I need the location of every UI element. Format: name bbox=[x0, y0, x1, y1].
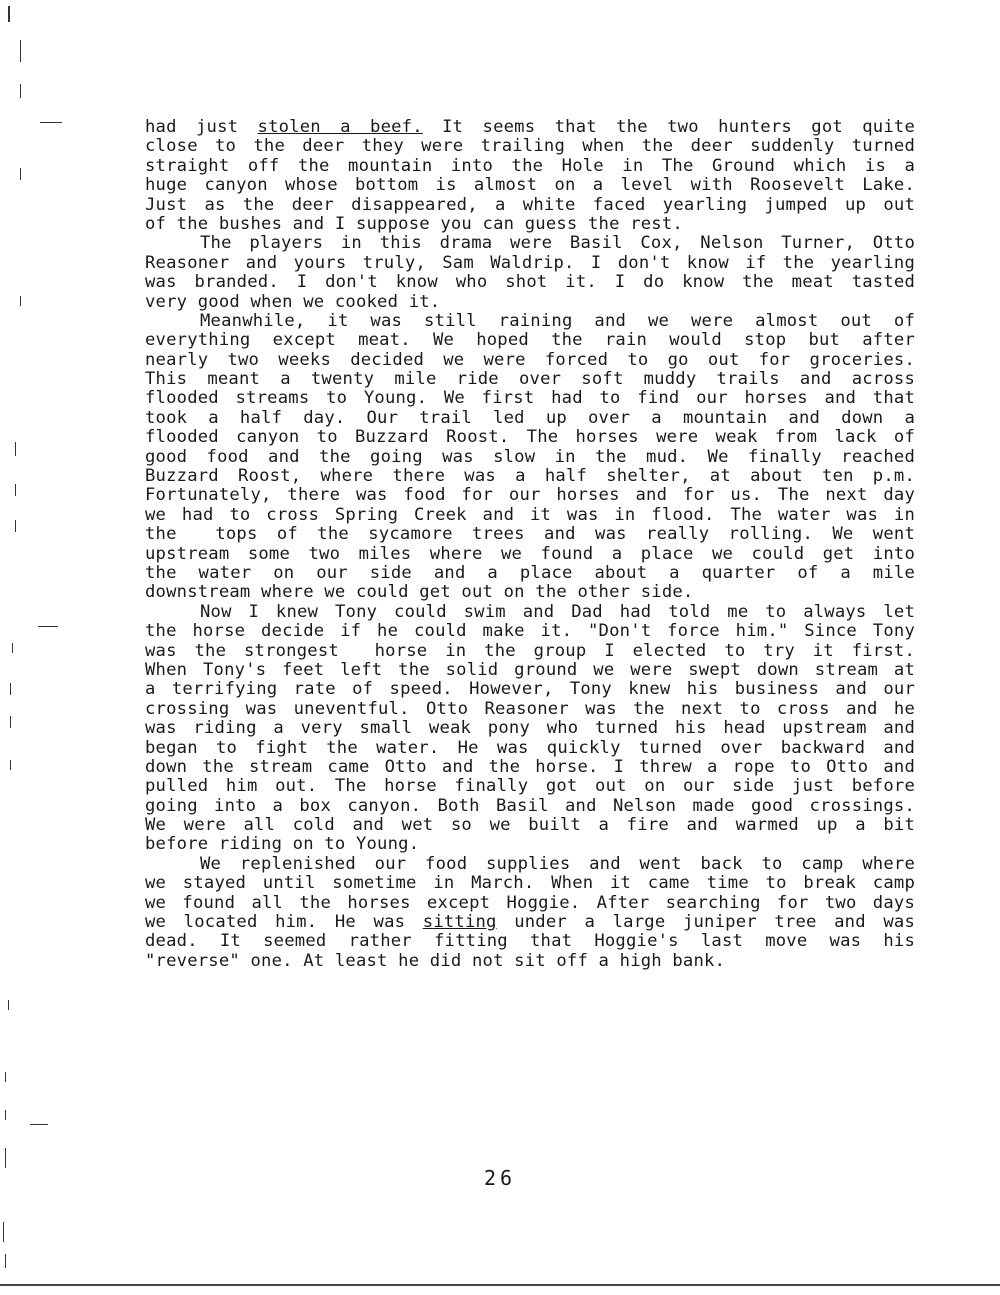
text-line bbox=[145, 486, 915, 505]
text-segment: nearly two weeks decided we were forced to go out for groceries. bbox=[145, 349, 915, 370]
document-body bbox=[145, 118, 915, 971]
page-number: 26 bbox=[483, 1166, 517, 1190]
text-segment: was riding a very small weak pony who turned his head upstream and bbox=[145, 718, 915, 739]
text-segment: took a half day. Our trail led up over a mountain and down a bbox=[145, 407, 915, 428]
text-segment: began to fight the water. He was quickly turned over backward and bbox=[145, 737, 915, 758]
text-segment: Fortunately, there was food for our horses and for us. The next day bbox=[145, 485, 915, 506]
text-segment: going into a box canyon. Both Basil and Nelson made good crossings. bbox=[145, 795, 915, 816]
text-line bbox=[145, 409, 915, 428]
text-line bbox=[145, 874, 915, 893]
text-segment: huge canyon whose bottom is almost on a level with Roosevelt Lake. bbox=[145, 175, 915, 196]
text-segment: we located him. He was bbox=[145, 912, 423, 933]
text-segment: flooded streams to Young. We first had to find our horses and that bbox=[145, 388, 915, 409]
text-segment: dead. It seemed rather fitting that Hoggie's last move was his bbox=[145, 931, 915, 952]
text-line bbox=[145, 273, 915, 292]
text-line bbox=[145, 118, 915, 137]
text-segment: upstream some two miles where we found a place we could get into bbox=[145, 543, 915, 564]
paragraph bbox=[145, 312, 915, 603]
text-line bbox=[145, 467, 915, 486]
text-line bbox=[145, 661, 915, 680]
text-segment: "reverse" one. At least he did not sit off a high bank. bbox=[145, 950, 726, 971]
text-line bbox=[145, 855, 915, 874]
underlined-text: sitting bbox=[422, 912, 497, 933]
text-line bbox=[145, 622, 915, 641]
text-segment: Just as the deer disappeared, a white faced yearling jumped up out bbox=[145, 194, 915, 215]
text-segment: a terrifying rate of speed. However, Tony knew his business and our bbox=[145, 679, 915, 700]
text-segment: It seems that the two hunters got quite bbox=[422, 117, 915, 137]
text-line bbox=[145, 739, 915, 758]
text-line bbox=[145, 642, 915, 661]
text-line bbox=[145, 719, 915, 738]
text-segment: down the stream came Otto and the horse. I threw a rope to Otto and bbox=[145, 756, 915, 777]
text-line bbox=[145, 680, 915, 699]
paragraph bbox=[145, 118, 915, 234]
text-segment: straight off the mountain into the Hole in The Ground which is a bbox=[145, 155, 915, 176]
text-line bbox=[145, 312, 915, 331]
text-line bbox=[145, 894, 915, 913]
text-segment: was branded. I don't know who shot it. I do know the meat tasted bbox=[145, 272, 915, 293]
text-line bbox=[145, 157, 915, 176]
text-segment: the tops of the sycamore trees and was really rolling. We went bbox=[145, 524, 915, 545]
text-line bbox=[145, 952, 915, 971]
text-segment: We replenished our food supplies and went back to camp where bbox=[200, 853, 915, 874]
text-line bbox=[145, 215, 915, 234]
text-segment: The players in this drama were Basil Cox, Nelson Turner, Otto bbox=[200, 233, 915, 254]
text-segment: close to the deer they were trailing when the deer suddenly turned bbox=[145, 136, 915, 157]
text-line bbox=[145, 254, 915, 273]
text-segment: we found all the horses except Hoggie. After searching for two days bbox=[145, 892, 915, 913]
text-segment: Meanwhile, it was still raining and we were almost out of bbox=[200, 310, 915, 331]
text-segment: Now I knew Tony could swim and Dad had told me to always let bbox=[200, 601, 915, 622]
text-line bbox=[145, 506, 915, 525]
text-segment: we had to cross Spring Creek and it was in flood. The water was in bbox=[145, 504, 915, 525]
text-segment: This meant a twenty mile ride over soft muddy trails and across bbox=[145, 369, 915, 390]
text-line bbox=[145, 137, 915, 156]
text-line bbox=[145, 234, 915, 253]
text-segment: downstream where we could get out on the other side. bbox=[145, 582, 694, 603]
text-segment: of the bushes and I suppose you can guess the rest. bbox=[145, 213, 683, 234]
text-segment: We were all cold and wet so we built a fire and warmed up a bit bbox=[145, 815, 915, 836]
text-line bbox=[145, 758, 915, 777]
text-line bbox=[145, 583, 915, 602]
text-line bbox=[145, 525, 915, 544]
text-segment: we stayed until sometime in March. When it came time to break camp bbox=[145, 873, 915, 894]
text-segment: the horse decide if he could make it. "Don't force him." Since Tony bbox=[145, 621, 915, 642]
text-line bbox=[145, 293, 915, 312]
text-segment: was the strongest horse in the group I elected to try it first. bbox=[145, 640, 915, 661]
text-line bbox=[145, 545, 915, 564]
text-segment: Buzzard Roost, where there was a half shelter, at about ten p.m. bbox=[145, 466, 915, 487]
text-segment: When Tony's feet left the solid ground we were swept down stream at bbox=[145, 659, 915, 680]
text-line bbox=[145, 797, 915, 816]
paragraph bbox=[145, 855, 915, 971]
text-line bbox=[145, 428, 915, 447]
text-line bbox=[145, 603, 915, 622]
text-segment: pulled him out. The horse finally got out on our side just before bbox=[145, 776, 915, 797]
underlined-text: stolen a beef. bbox=[257, 117, 423, 137]
text-line bbox=[145, 564, 915, 583]
text-segment: Reasoner and yours truly, Sam Waldrip. I don't know if the yearling bbox=[145, 252, 915, 273]
text-line bbox=[145, 370, 915, 389]
text-segment: had just bbox=[145, 117, 258, 137]
text-line bbox=[145, 777, 915, 796]
paragraph bbox=[145, 603, 915, 855]
text-segment: before riding on to Young. bbox=[145, 834, 420, 855]
text-line bbox=[145, 816, 915, 835]
text-segment: crossing was uneventful. Otto Reasoner was the next to cross and he bbox=[145, 698, 915, 719]
text-line bbox=[145, 176, 915, 195]
text-segment: flooded canyon to Buzzard Roost. The horses were weak from lack of bbox=[145, 427, 915, 448]
left-margin-marks bbox=[0, 0, 70, 1295]
bottom-edge-rule bbox=[0, 1284, 1000, 1286]
paragraph bbox=[145, 234, 915, 312]
text-line bbox=[145, 331, 915, 350]
text-line bbox=[145, 196, 915, 215]
text-segment: very good when we cooked it. bbox=[145, 291, 441, 312]
text-line bbox=[145, 700, 915, 719]
text-segment: the water on our side and a place about a quarter of a mile bbox=[145, 562, 915, 583]
text-segment: everything except meat. We hoped the rain would stop but after bbox=[145, 330, 915, 351]
text-line bbox=[145, 389, 915, 408]
text-line bbox=[145, 835, 915, 854]
text-segment: under a large juniper tree and was bbox=[496, 912, 915, 933]
text-line bbox=[145, 932, 915, 951]
text-segment: good food and the going was slow in the mud. We finally reached bbox=[145, 446, 915, 467]
text-line bbox=[145, 351, 915, 370]
text-line bbox=[145, 448, 915, 467]
text-line bbox=[145, 913, 915, 932]
